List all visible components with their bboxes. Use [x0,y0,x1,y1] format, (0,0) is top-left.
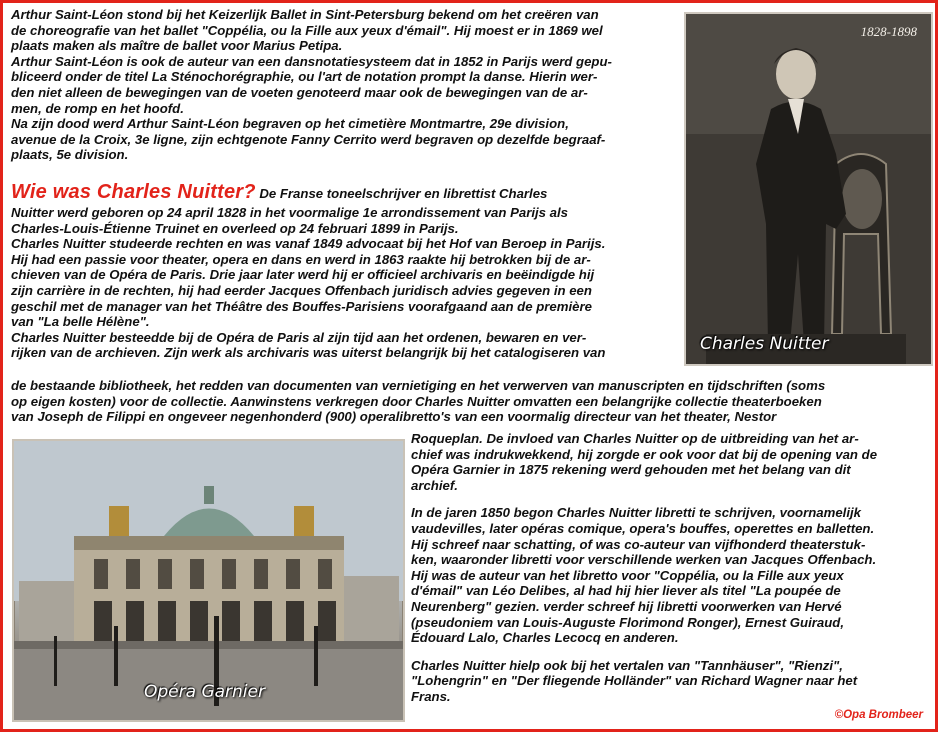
text-line: de bestaande bibliotheek, het redden van documenten van vernietiging en het verwerven van manuscripten en tijdschriften (soms [11,378,826,393]
text-line: geschil met de manager van het Théâtre des Bouffes-Parisiens voorafgaand aan de première [11,298,592,314]
wide-text-block [11,378,929,425]
text-line: den niet alleen de bewegingen van de voeten genoteerd maar ook de bewegingen van de ar- [11,84,588,100]
text-line: Roqueplan. De invloed van Charles Nuitter op de uitbreiding van het ar- [411,431,859,446]
text-line: Neurenberg" gezien. verder schreef hij libretti voorwerken van Hervé [411,598,842,614]
portrait-figure-icon [686,14,931,364]
opera-building-icon [14,441,403,720]
text-line: Opéra Garnier in 1875 rekening werd gehouden met het belang van dit [411,462,851,478]
text-line: Arthur Saint-Léon is ook de auteur van een dansnotatiesysteem dat in 1852 in Parijs werd gepu- [11,53,612,69]
intro-text-block [11,7,681,163]
section-heading: Wie was Charles Nuitter? [11,181,256,203]
heading-line [11,181,681,205]
spacer [411,493,931,505]
text-line: Frans. [411,688,451,704]
text-line: plaats maken als maître de ballet voor Marius Petipa. [11,38,343,54]
text-line: Édouard Lalo, Charles Lecocq en anderen. [411,630,679,646]
text-line: op eigen kosten) voor de collectie. Aanwinstens verkregen door Charles Nuitter omvatten een belangrijke collectie theaterboeken [11,393,822,409]
text-line: Nuitter werd geboren op 24 april 1828 in het voormalige 1e arrondissement van Parijs als [11,205,568,220]
text-line: rijken van de archieven. Zijn werk als archivaris was uiterst belangrijk bij het catalogiseren van [11,345,606,361]
text-line: plaats, 5e division. [11,147,129,163]
text-line: van "La belle Hélène". [11,314,150,330]
spacer [411,646,931,658]
right-column-text [411,431,931,705]
text-line: Na zijn dood werd Arthur Saint-Léon begraven op het cimetière Montmartre, 29e division, [11,116,569,132]
text-line: "Lohengrin" en "Der fliegende Holländer" van Richard Wagner naar het [411,673,858,689]
text-line: Charles-Louis-Étienne Truinet en overleed op 24 februari 1899 in Parijs. [11,220,459,236]
text-line: Charles Nuitter besteedde bij de Opéra de Paris al zijn tijd aan het ordenen, bewaren en ver- [11,329,587,345]
text-line: Hij schreef naar schatting, of was co-auteur van vijfhonderd theaterstuk- [411,536,866,552]
portrait-years: 1828-1898 [860,24,917,39]
text-line: archief. [411,477,458,493]
text-line: In de jaren 1850 begon Charles Nuitter libretti te schrijven, voornamelijk [411,505,861,521]
text-line: Hij was de auteur van het libretto voor "Coppélia, ou la Fille aux yeux [411,567,844,583]
text-line: Arthur Saint-Léon stond bij het Keizerlijk Ballet in Sint-Petersburg bekend om het creëren van [11,7,599,22]
text-line: avenue de la Croix, 3e ligne, zijn echtgenote Fanny Cerrito werd begraven op dezelfde begraaf- [11,131,606,147]
text-line: (pseudoniem van Louis-Auguste Florimond Ronger), Ernest Guiraud, [411,614,845,630]
text-line: van Joseph de Filippi en ongeveer negenhonderd (900) operalibretto's van een voormalig directeur van het theater, Nestor [11,409,777,425]
text-line: vaudevilles, later opéras comique, opera's bouffes, operettes en balletten. [411,520,875,536]
nuitter-section [11,181,681,361]
copyright-text: ©Opa Brombeer [834,709,923,721]
text-line: bliceerd onder de titel La Sténochorégraphie, ou l'art de notation prompt la danse. Hierin wer- [11,69,598,85]
text-line: Charles Nuitter studeerde rechten en was vanaf 1849 advocaat bij het Hof van Beroep in Parijs. [11,236,606,252]
opera-caption: Opéra Garnier [144,682,265,702]
text-line: zijn carrière in de rechten, hij had eerder Jacques Offenbach juridisch advies gegeven in een [11,282,592,298]
portrait-caption: Charles Nuitter [700,334,829,354]
text-line: chief was indrukwekkend, hij zorgde er ook voor dat bij de opening van de [411,446,878,462]
portrait-photo [684,12,933,366]
text-line: chieven van de Opéra de Paris. Drie jaar later werd hij er officieel archivaris en beëindigde hij [11,267,595,283]
text-line: De Franse toneelschrijver en librettist Charles [255,186,548,201]
text-line: Charles Nuitter hielp ook bij het vertalen van "Tannhäuser", "Rienzi", [411,657,843,673]
text-line: ken, waaronder libretti voor verschillende werken van Jacques Offenbach. [411,552,877,568]
text-line: de choreografie van het ballet "Coppélia, ou la Fille aux yeux d'émail". Hij moest er in 1869 wel [11,22,603,38]
opera-garnier-photo [12,439,405,722]
text-line: d'émail" van Léo Delibes, al had hij hier liever als titel "La poupée de [411,583,841,599]
text-line: men, de romp en het hoofd. [11,100,184,116]
text-line: Hij had een passie voor theater, opera en dans en werd in 1863 raakte hij betrokken bij de ar- [11,251,591,267]
